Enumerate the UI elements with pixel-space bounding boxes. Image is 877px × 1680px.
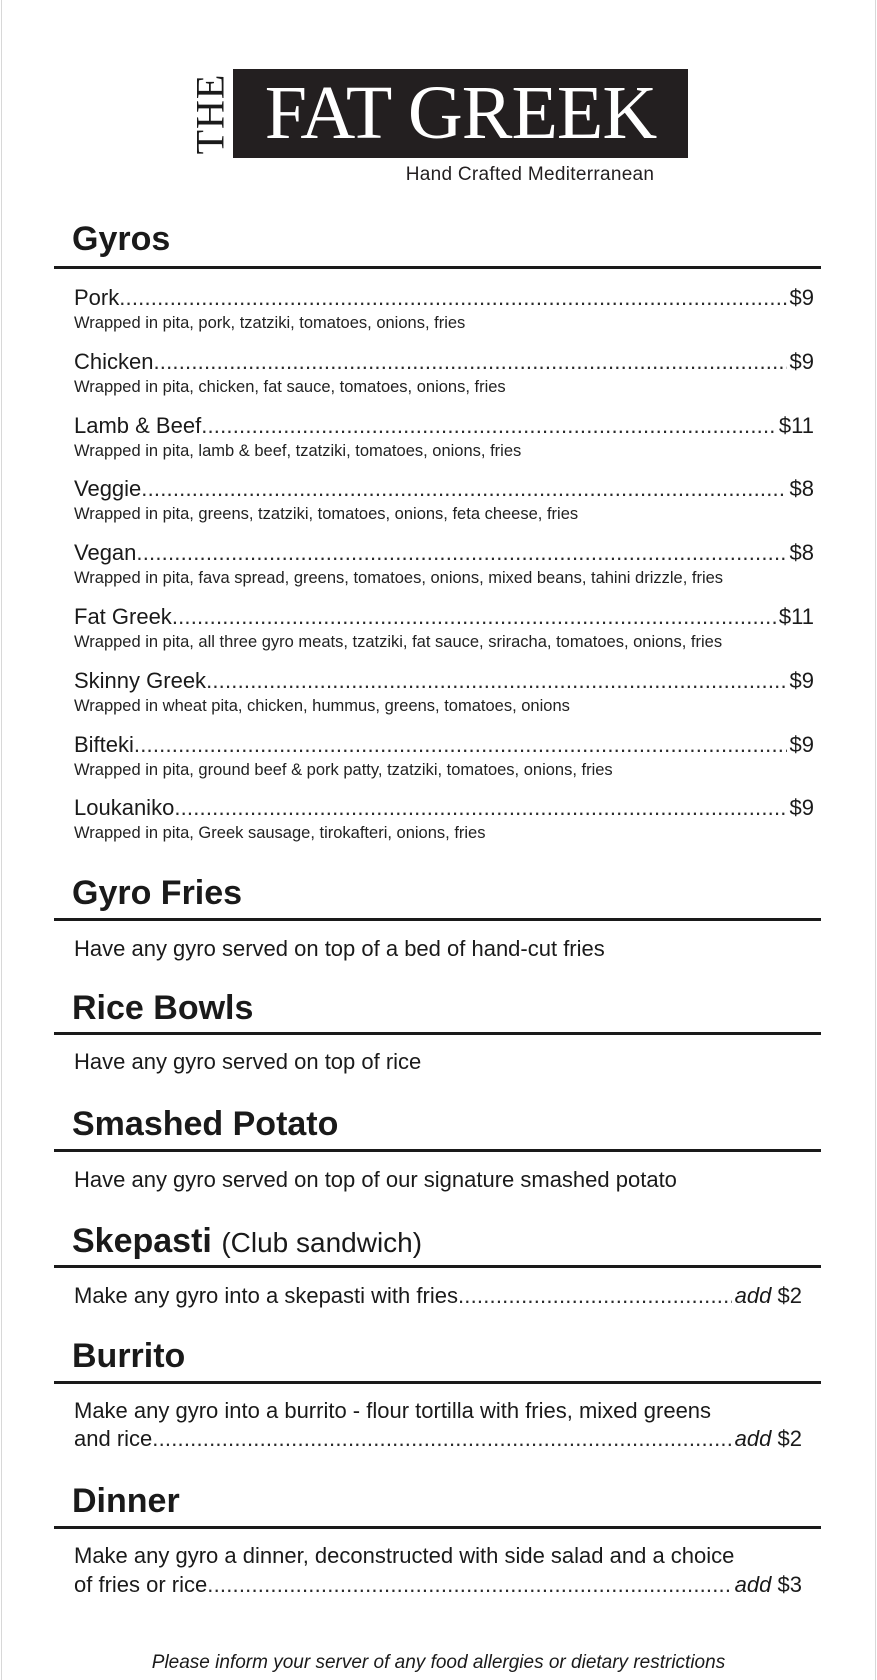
section-title-rice-bowls: Rice Bowls bbox=[72, 989, 254, 1027]
section-divider bbox=[54, 1526, 821, 1529]
menu-item-name: Chicken bbox=[74, 349, 154, 374]
leader-dots bbox=[134, 732, 787, 758]
leader-dots bbox=[458, 1281, 732, 1310]
section-title-smashed-potato: Smashed Potato bbox=[72, 1105, 339, 1143]
burrito-description-line2: and rice ..... add $2 bbox=[74, 1424, 802, 1453]
menu-item-price: $8 bbox=[789, 476, 814, 501]
menu-item-price: $9 bbox=[789, 349, 814, 374]
menu-item-name: Pork bbox=[74, 285, 120, 310]
section-divider bbox=[54, 1265, 821, 1268]
menu-item-name: Veggie bbox=[74, 476, 142, 501]
logo-tagline: Hand Crafted Mediterranean bbox=[405, 164, 655, 185]
menu-item-name: Fat Greek bbox=[74, 604, 172, 629]
menu-item bbox=[74, 540, 814, 588]
skepasti-subtitle: (Club sandwich) bbox=[221, 1227, 423, 1258]
leader-dots bbox=[201, 413, 776, 439]
menu-item-line bbox=[74, 604, 814, 632]
section-divider bbox=[54, 918, 821, 921]
section-divider bbox=[54, 266, 821, 269]
skepasti-description: Make any gyro into a skepasti with fries ..... add $2 bbox=[74, 1281, 802, 1310]
menu-item-description: Wrapped in pita, pork, tzatziki, tomatoes, onions, fries bbox=[74, 314, 466, 332]
section-title-skepasti bbox=[72, 1221, 422, 1263]
menu-item-price: $8 bbox=[789, 540, 814, 565]
gyro-fries-description: Have any gyro served on top of a bed of hand-cut fries bbox=[74, 936, 605, 961]
leader-dots bbox=[119, 285, 786, 311]
menu-item-line bbox=[74, 349, 814, 377]
skepasti-title: Skepasti bbox=[72, 1222, 212, 1260]
menu-item-line bbox=[74, 476, 814, 504]
leader-dots bbox=[174, 795, 786, 821]
menu-item-description: Wrapped in pita, ground beef & pork patty, tzatziki, tomatoes, onions, fries bbox=[74, 761, 613, 779]
menu-item-name: Vegan bbox=[74, 540, 137, 565]
menu-item-price: $9 bbox=[789, 668, 814, 693]
leader-dots bbox=[206, 668, 786, 694]
burrito-description-line1: Make any gyro into a burrito - flour tortilla with fries, mixed greens bbox=[74, 1398, 712, 1423]
page-border-right bbox=[875, 0, 876, 1680]
smashed-potato-description: Have any gyro served on top of our signature smashed potato bbox=[74, 1167, 677, 1192]
section-title-gyros: Gyros bbox=[72, 220, 171, 258]
menu-item-description: Wrapped in wheat pita, chicken, hummus, greens, tomatoes, onions bbox=[74, 697, 570, 715]
menu-item-line bbox=[74, 413, 814, 441]
leader-dots bbox=[152, 1424, 731, 1453]
leader-dots bbox=[172, 604, 776, 630]
menu-item-name: Loukaniko bbox=[74, 795, 175, 820]
menu-item-line bbox=[74, 540, 814, 568]
menu-item-name: Skinny Greek bbox=[74, 668, 207, 693]
page-border-left bbox=[1, 0, 2, 1680]
menu-item-description: Wrapped in pita, lamb & beef, tzatziki, tomatoes, onions, fries bbox=[74, 442, 522, 460]
menu-item-price: $11 bbox=[778, 604, 814, 629]
menu-item bbox=[74, 349, 814, 397]
menu-item bbox=[74, 413, 814, 461]
section-title-gyro-fries: Gyro Fries bbox=[72, 874, 243, 912]
dinner-description-line2: of fries or rice ..... add $3 bbox=[74, 1570, 802, 1599]
menu-item bbox=[74, 668, 814, 716]
leader-dots bbox=[207, 1570, 731, 1599]
menu-item-price: $11 bbox=[778, 413, 814, 438]
leader-dots bbox=[136, 540, 786, 566]
logo-the-text: THE bbox=[187, 73, 233, 155]
menu-item-name: Lamb & Beef bbox=[74, 413, 202, 438]
menu-item-description: Wrapped in pita, chicken, fat sauce, tomatoes, onions, fries bbox=[74, 378, 506, 396]
burrito-price: add $2 bbox=[734, 1426, 802, 1451]
menu-item-description: Wrapped in pita, all three gyro meats, tzatziki, fat sauce, sriracha, tomatoes, onions, fries bbox=[74, 633, 723, 651]
menu-item-description: Wrapped in pita, fava spread, greens, tomatoes, onions, mixed beans, tahini drizzle, fries bbox=[74, 569, 724, 587]
menu-item-price: $9 bbox=[789, 285, 814, 310]
rice-bowls-description: Have any gyro served on top of rice bbox=[74, 1049, 422, 1074]
menu-item-line bbox=[74, 668, 814, 696]
menu-item-price: $9 bbox=[789, 795, 814, 820]
menu-item-description: Wrapped in pita, greens, tzatziki, tomatoes, onions, feta cheese, fries bbox=[74, 505, 579, 523]
section-title-burrito: Burrito bbox=[72, 1337, 186, 1375]
menu-item bbox=[74, 795, 814, 843]
skepasti-price: add $2 bbox=[734, 1283, 802, 1308]
dinner-price: add $3 bbox=[734, 1572, 802, 1597]
section-divider bbox=[54, 1381, 821, 1384]
section-title-dinner: Dinner bbox=[72, 1482, 180, 1520]
leader-dots bbox=[141, 476, 786, 502]
allergy-notice: Please inform your server of any food allergies or dietary restrictions bbox=[151, 1652, 726, 1673]
menu-item-price: $9 bbox=[789, 732, 814, 757]
menu-item bbox=[74, 476, 814, 524]
menu-item-line bbox=[74, 285, 814, 313]
menu-item-description: Wrapped in pita, Greek sausage, tirokafteri, onions, fries bbox=[74, 824, 486, 842]
menu-item-line bbox=[74, 795, 814, 823]
menu-item-line bbox=[74, 732, 814, 760]
menu-item-name: Bifteki bbox=[74, 732, 134, 757]
menu-item bbox=[74, 285, 814, 333]
logo-name: FAT GREEK bbox=[233, 69, 688, 158]
menu-item bbox=[74, 732, 814, 780]
section-divider bbox=[54, 1149, 821, 1152]
dinner-description-line1: Make any gyro a dinner, deconstructed with side salad and a choice bbox=[74, 1543, 735, 1568]
section-divider bbox=[54, 1032, 821, 1035]
leader-dots bbox=[153, 349, 786, 375]
menu-item bbox=[74, 604, 814, 652]
